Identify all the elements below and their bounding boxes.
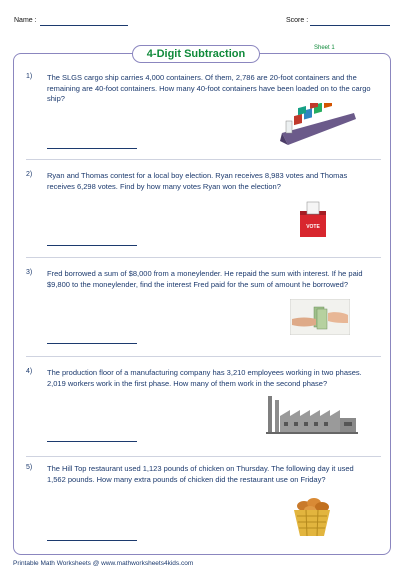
score-field[interactable] [310,25,390,26]
ballot-box-icon [298,201,328,239]
worksheet-title: 4-Digit Subtraction [132,45,260,63]
name-label: Name : [14,17,37,24]
question-number: 3) [26,269,33,276]
answer-line[interactable] [47,343,137,344]
money-hand-icon [290,299,350,335]
question-4 [26,368,381,457]
question-text: Fred borrowed a sum of $8,000 from a moneylender. He repaid the sum with interest. If he paid $9,800 to the moneylender, find the interest Fred paid for the sum of amount he borrowed? [47,269,363,289]
name-field[interactable] [40,25,128,26]
score-label: Score : [286,17,309,24]
cargo-ship-icon [276,103,360,149]
answer-line[interactable] [47,148,137,149]
question-text: The production floor of a manufacturing company has 3,210 employees working in two phases. 2,019 workers work in the first phase. How many of them work in the second phase? [47,368,362,388]
question-number: 2) [26,171,33,178]
sheet-label: Sheet 1 [314,45,335,51]
question-1 [26,73,381,160]
question-text: Ryan and Thomas contest for a local boy election. Ryan receives 8,983 votes and Thomas receives 6,298 votes. Find by how many votes Ryan won the election? [47,171,348,191]
question-number: 5) [26,464,33,471]
question-3 [26,269,381,357]
question-text: The Hill Top restaurant used 1,123 pounds of chicken on Thursday. The following day it used 1,562 pounds. How many extra pounds of chicken did the restaurant use on Friday? [47,464,354,484]
chicken-basket-icon [290,494,334,538]
answer-line[interactable] [47,441,137,442]
question-text: The SLGS cargo ship carries 4,000 containers. Of them, 2,786 are 20-foot containers and the remaining are 40-foot containers. How many 40-foot containers have been loaded on to the cargo ship? [47,73,371,103]
question-2 [26,171,381,258]
ballot-box-label: VOTE [306,224,320,230]
footer-text: Printable Math Worksheets @ www.mathworksheets4kids.com [13,560,194,567]
factory-icon [266,394,358,436]
question-number: 1) [26,73,33,80]
question-5 [26,464,381,552]
question-number: 4) [26,368,33,375]
answer-line[interactable] [47,540,137,541]
answer-line[interactable] [47,245,137,246]
